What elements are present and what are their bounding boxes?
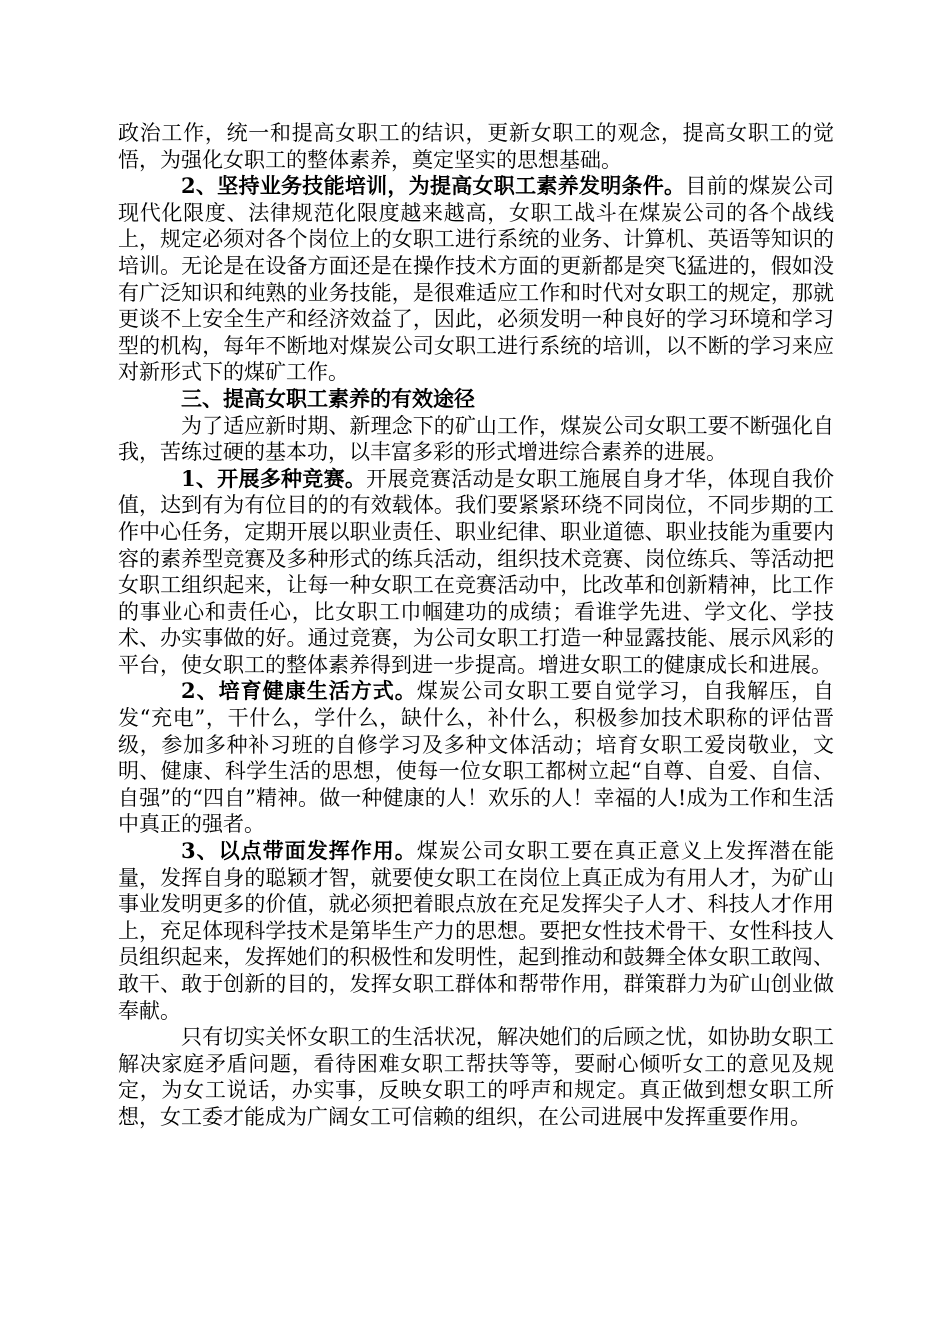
paragraph-continuation bbox=[118, 120, 834, 173]
paragraph-business-training bbox=[118, 173, 834, 386]
paragraph-lead: 2、培育健康生活方式。 bbox=[181, 678, 417, 704]
paragraph-text: 只有切实关怀女职工的生活状况，解决她们的后顾之忧，如协助女职工解决家庭矛盾问题，看待困难女职工帮扶等等，要耐心倾听女工的意见及规定，为女工说话，办实事，反映女职工的呼声和规定。真正做到想女职工所想，女工委才能成为广阔女工可信赖的组织，在公司进展中发挥重要作用。 bbox=[118, 1025, 834, 1129]
paragraph-text: 煤炭公司女职工要在真正意义上发挥潜在能量，发挥自身的聪颖才智，就要使女职工在岗位上真正成为有用人才，为矿山事业发明更多的价值，就必须把着眼点放在充足发挥尖子人才、科技人才作用上，充足体现科学技术是第毕生产力的思想。要把女性技术骨干、女性科技人员组织起来，发挥她们的积极性和发明性，起到推动和鼓舞全体女职工敢闯、敢干、敢于创新的目的，发挥女职工群体和帮带作用，群策群力为矿山创业做奉献。 bbox=[118, 839, 834, 1023]
paragraph-text: 为了适应新时期、新理念下的矿山工作，煤炭公司女职工要不断强化自我，苦练过硬的基本功，以丰富多彩的形式增进综合素养的进展。 bbox=[118, 413, 834, 465]
section-heading bbox=[118, 386, 834, 413]
heading-text: 三、提高女职工素养的有效途径 bbox=[181, 385, 475, 411]
paragraph-healthy-lifestyle bbox=[118, 678, 834, 838]
paragraph-text: 煤炭公司女职工要自觉学习，自我解压，自发“充电”，干什么，学什么，缺什么，补什么，积极参加技术职称的评估晋级，参加多种补习班的自修学习及多种文体活动；培育女职工爱岗敬业，文明、健康、科学生活的思想，使每一位女职工都树立起“自尊、自爱、自信、自强”的“四自”精神。做一种健康的人！欢乐的人！幸福的人!成为工作和生活中真正的强者。 bbox=[118, 679, 834, 837]
paragraph-text: 开展竞赛活动是女职工施展自身才华，体现自我价值，达到有为有位目的的有效载体。我们要紧紧环绕不同岗位，不同步期的工作中心任务，定期开展以职业责任、职业纪律、职业道德、职业技能为重要内容的素养型竞赛及多种形式的练兵活动，组织技术竞赛、岗位练兵、等活动把女职工组织起来，让每一种女职工在竞赛活动中，比改革和创新精神，比工作的事业心和责任心，比女职工巾帼建功的成绩；看谁学先进、学文化、学技术、办实事做的好。通过竞赛，为公司女职工打造一种显露技能、展示风彩的平台，使女职工的整体素养得到进一步提高。增进女职工的健康成长和进展。 bbox=[118, 466, 834, 677]
paragraph-lead: 3、以点带面发挥作用。 bbox=[181, 838, 417, 864]
paragraph-lead-by-example bbox=[118, 838, 834, 1024]
paragraph-lead: 1、开展多种竞赛。 bbox=[181, 465, 367, 491]
paragraph-text: 目前的煤炭公司现代化限度、法律规范化限度越来越高，女职工战斗在煤炭公司的各个战线上，规定必须对各个岗位上的女职工进行系统的业务、计算机、英语等知识的培训。无论是在设备方面还是在操作技术方面的更新都是突飞猛进的，假如没有广泛知识和纯熟的业务技能，是很难适应工作和时代对女职工的规定，那就更谈不上安全生产和经济效益了，因此，必须发明一种良好的学习环境和学习型的机构，每年不断地对煤炭公司女职工进行系统的培训，以不断的学习来应对新形式下的煤矿工作。 bbox=[118, 174, 834, 385]
document-page bbox=[118, 120, 834, 1131]
paragraph-conclusion bbox=[118, 1024, 834, 1130]
paragraph-text: 政治工作，统一和提高女职工的结识，更新女职工的观念，提高女职工的觉悟，为强化女职工的整体素养，奠定坚实的思想基础。 bbox=[118, 121, 834, 172]
paragraph-lead: 2、坚持业务技能培训，为提高女职工素养发明条件。 bbox=[181, 173, 686, 199]
paragraph-intro bbox=[118, 413, 834, 466]
paragraph-competitions bbox=[118, 466, 834, 679]
